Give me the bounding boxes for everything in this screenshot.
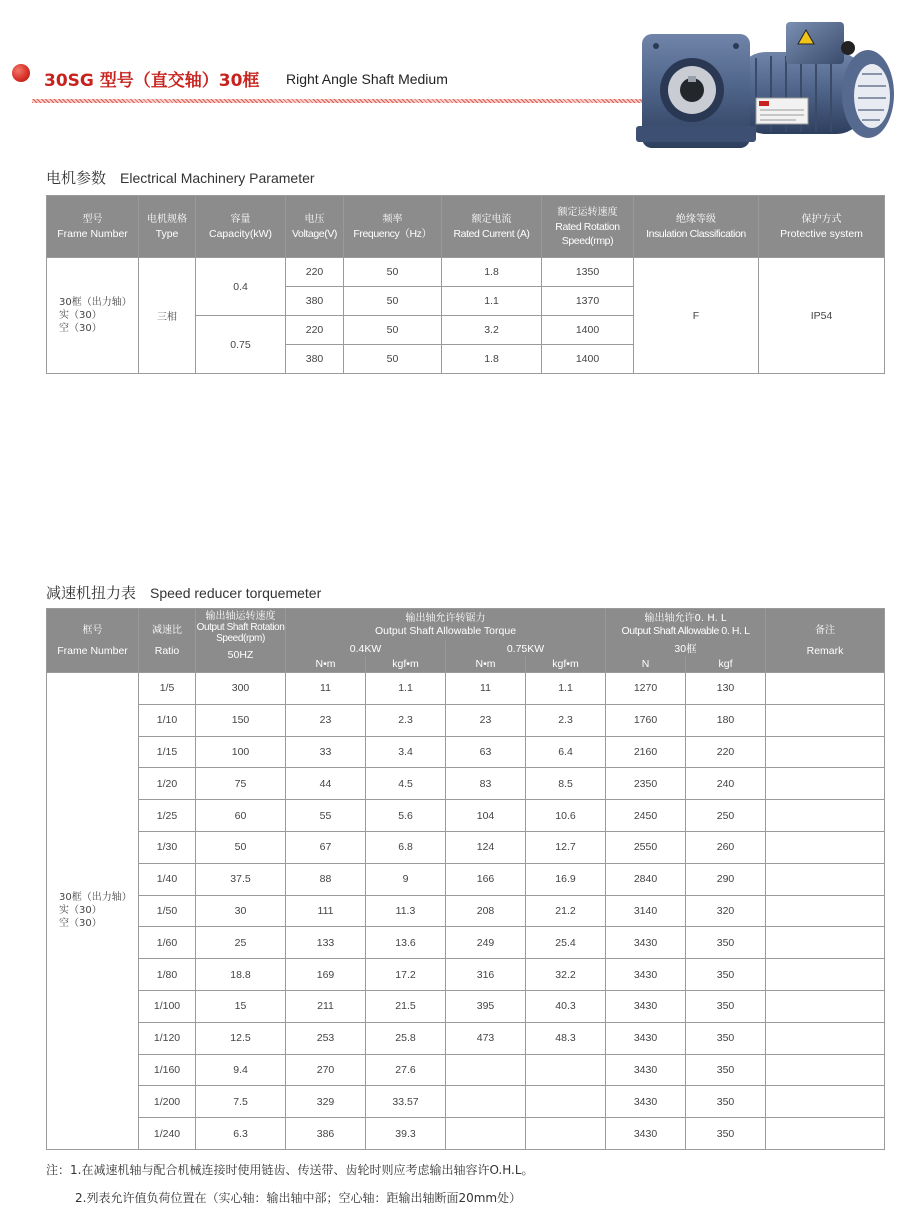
cell-ratio: 1/5	[139, 673, 196, 705]
cell-kgf: 220	[686, 736, 766, 768]
table-row: 0.75 220 50 3.2 1400	[47, 316, 885, 345]
cell-kgfm04: 6.8	[366, 831, 446, 863]
cell-kgfm075: 25.4	[526, 927, 606, 959]
col-ohl-frame: 30框	[606, 641, 766, 657]
table-row: 30框（出力轴） 实（30） 空（30） 三相 0.4 220 50 1.8 1350 F IP54	[47, 258, 885, 287]
cell-remark	[766, 831, 885, 863]
cell-kgfm075: 6.4	[526, 736, 606, 768]
cell-nm04: 44	[286, 768, 366, 800]
bullet-dot-icon	[12, 64, 30, 82]
cell-kgfm04: 11.3	[366, 895, 446, 927]
cell-remark	[766, 673, 885, 705]
cell-n: 3430	[606, 1118, 686, 1150]
cell-nm075: 316	[446, 959, 526, 991]
table-row	[47, 1054, 885, 1086]
cell-n: 3430	[606, 1086, 686, 1118]
cell-kgf: 350	[686, 1054, 766, 1086]
cell-speed: 150	[196, 704, 286, 736]
cell-kgf: 350	[686, 1118, 766, 1150]
cell-kgf: 290	[686, 863, 766, 895]
cell-nm075: 63	[446, 736, 526, 768]
cell-speed: 15	[196, 990, 286, 1022]
cell-kgfm04: 13.6	[366, 927, 446, 959]
torque-section-title	[46, 582, 321, 603]
cell-ratio: 1/25	[139, 800, 196, 832]
cell-speed: 75	[196, 768, 286, 800]
col-ratio: 减速比 Ratio	[139, 609, 196, 673]
col-voltage: 电压 Voltage(V)	[286, 196, 344, 258]
page-title-cn: 30SG 型号（直交轴）30框	[44, 71, 260, 91]
cell-kgfm04: 17.2	[366, 959, 446, 991]
cell-kgfm04: 9	[366, 863, 446, 895]
cell-kgfm075	[526, 1086, 606, 1118]
cell-kgfm075: 2.3	[526, 704, 606, 736]
gear-motor-icon	[636, 14, 896, 154]
cell-kgf: 350	[686, 990, 766, 1022]
table-row	[47, 1118, 885, 1150]
cell-nm075	[446, 1086, 526, 1118]
table-row	[47, 673, 885, 705]
header-divider	[32, 99, 644, 103]
cell-kgf: 350	[686, 1022, 766, 1054]
cell-n: 3430	[606, 1054, 686, 1086]
cell-n: 2160	[606, 736, 686, 768]
cell-ratio: 1/60	[139, 927, 196, 959]
cell-nm04: 133	[286, 927, 366, 959]
cell-kgfm075	[526, 1054, 606, 1086]
cell-nm075	[446, 1054, 526, 1086]
cell-n: 3430	[606, 1022, 686, 1054]
cell-kgf: 350	[686, 927, 766, 959]
col-rated-speed: 额定运转速度 Rated Rotation Speed(rmp)	[542, 196, 634, 258]
electrical-parameter-table	[46, 195, 885, 374]
cell-remark	[766, 768, 885, 800]
cell-kgfm04: 25.8	[366, 1022, 446, 1054]
cell-nm075	[446, 1118, 526, 1150]
cell-remark	[766, 1086, 885, 1118]
cell-nm04: 211	[286, 990, 366, 1022]
cell-kgfm04: 1.1	[366, 673, 446, 705]
cell-speed: 9.4	[196, 1054, 286, 1086]
protection-cell: IP54	[759, 258, 885, 374]
capacity-cell: 0.4	[196, 258, 286, 316]
cell-kgf: 260	[686, 831, 766, 863]
cell-remark	[766, 1118, 885, 1150]
cell-nm075: 208	[446, 895, 526, 927]
cell-kgfm075: 21.2	[526, 895, 606, 927]
table-row: 380 50 1.1 1370	[47, 287, 885, 316]
table-row	[47, 736, 885, 768]
cell-kgfm04: 33.57	[366, 1086, 446, 1118]
cell-nm04: 67	[286, 831, 366, 863]
col-protection: 保护方式 Protective system	[759, 196, 885, 258]
table-row	[47, 768, 885, 800]
insulation-cell: F	[634, 258, 759, 374]
cell-n: 2550	[606, 831, 686, 863]
cell-remark	[766, 736, 885, 768]
cell-nm075: 83	[446, 768, 526, 800]
cell-ratio: 1/50	[139, 895, 196, 927]
cell-kgfm04: 27.6	[366, 1054, 446, 1086]
page-header	[0, 0, 900, 150]
table-row	[47, 927, 885, 959]
cell-kgfm075: 10.6	[526, 800, 606, 832]
col-frame-number: 框号 Frame Number	[47, 609, 139, 673]
cell-nm075: 249	[446, 927, 526, 959]
col-type: 电机规格 Type	[139, 196, 196, 258]
cell-kgfm075: 16.9	[526, 863, 606, 895]
cell-n: 2350	[606, 768, 686, 800]
col-allowable-torque: 输出轴允许转锯力 Output Shaft Allowable Torque	[286, 609, 606, 641]
cell-nm075: 166	[446, 863, 526, 895]
cell-ratio: 1/200	[139, 1086, 196, 1118]
table-row	[47, 800, 885, 832]
cell-nm04: 55	[286, 800, 366, 832]
cell-kgfm04: 21.5	[366, 990, 446, 1022]
cell-remark	[766, 1022, 885, 1054]
cell-kgfm04: 3.4	[366, 736, 446, 768]
frame-cell: 30框（出力轴） 实（30） 空（30）	[47, 673, 139, 1150]
cell-nm075: 395	[446, 990, 526, 1022]
cell-speed: 7.5	[196, 1086, 286, 1118]
table-row	[47, 895, 885, 927]
cell-nm04: 270	[286, 1054, 366, 1086]
col-capacity: 容量 Capacity(kW)	[196, 196, 286, 258]
electrical-title-cn: 电机参数	[46, 169, 107, 187]
cell-remark	[766, 704, 885, 736]
cell-kgfm04: 2.3	[366, 704, 446, 736]
cell-kgfm04: 5.6	[366, 800, 446, 832]
cell-kgf: 180	[686, 704, 766, 736]
table-row: 380 50 1.8 1400	[47, 345, 885, 374]
table-row	[47, 959, 885, 991]
cell-speed: 37.5	[196, 863, 286, 895]
cell-n: 3430	[606, 990, 686, 1022]
cell-nm075: 23	[446, 704, 526, 736]
electrical-section-title	[46, 167, 315, 188]
table-row	[47, 1022, 885, 1054]
frame-cell: 30框（出力轴） 实（30） 空（30）	[47, 258, 139, 374]
cell-nm04: 386	[286, 1118, 366, 1150]
cell-kgfm04: 39.3	[366, 1118, 446, 1150]
note-1: 注：1.在减速机轴与配合机械连接时使用链齿、传送带、齿轮时则应考虑输出轴容许O.H.L。	[46, 1163, 534, 1177]
torque-title-en: Speed reducer torquemeter	[150, 585, 322, 601]
electrical-title-en: Electrical Machinery Parameter	[120, 170, 315, 186]
cell-kgf: 350	[686, 1086, 766, 1118]
cell-kgfm075: 8.5	[526, 768, 606, 800]
cell-speed: 300	[196, 673, 286, 705]
cell-nm075: 104	[446, 800, 526, 832]
cell-kgfm04: 4.5	[366, 768, 446, 800]
cell-kgfm075: 12.7	[526, 831, 606, 863]
torque-table: 框号 Frame Number 减速比 Ratio 输出轴运转速度 Output Shaft Rotation Speed(rpm) 50HZ 输出轴允许转锯力 Output Shaft Allowable Torque 输出轴允许0. H. L Output Shaft Allowable 0. H. L 备注 Remark 0.4KW 0.75KW 30框 N•m kgf•m N•m kgf•m N kgf 30框（出力轴） 实（30） 空（30） 1/5 300 11 1.1 11 1.1 1270 130 1/10 150 23 2.3 23 2.3 1760 180 1/15 100 33 3.4 63 6.4 2160 220 1/20 75 44 4.5 83 8.5 2350 240 1/25 60 55 5.6 104 10.6 2450 250 1/30 50 67 6.8 124 12.7 2550 260 1/40 37.5 88 9 166 16.9 2840 290 1/50 30 111 11.3 208 21.2 3140 320 1/60 25 133 13.6 249 25.4 3430 350 1/80 18.8 169 17.2 316 32.2 3430 350 1/100 15 211 21.5 395 40.3 3430 350 1/120 12.5 253 25.8 473 48.3 3430 350 1/160 9.4 270 27.6 3430 350 1/200 7.5 329 33.57 3430 350 1/240 6.3 386 39.3 3430 350	[46, 608, 885, 1150]
cell-nm04: 88	[286, 863, 366, 895]
cell-kgfm075	[526, 1118, 606, 1150]
cell-speed: 18.8	[196, 959, 286, 991]
cell-n: 1270	[606, 673, 686, 705]
cell-speed: 6.3	[196, 1118, 286, 1150]
col-rated-current: 额定电流 Rated Current (A)	[442, 196, 542, 258]
cell-kgfm075: 48.3	[526, 1022, 606, 1054]
col-insulation: 绝缘等级 Insulation Classification	[634, 196, 759, 258]
note-2: 2.列表允许值负荷位置在（实心轴：输出轴中部；空心轴：距输出轴断面20mm处）	[75, 1191, 522, 1205]
cell-ratio: 1/240	[139, 1118, 196, 1150]
cell-kgfm075: 32.2	[526, 959, 606, 991]
cell-kgf: 130	[686, 673, 766, 705]
table-row	[47, 1086, 885, 1118]
cell-kgf: 350	[686, 959, 766, 991]
cell-speed: 60	[196, 800, 286, 832]
cell-ratio: 1/80	[139, 959, 196, 991]
type-cell: 三相	[139, 258, 196, 374]
cell-ratio: 1/120	[139, 1022, 196, 1054]
cell-ratio: 1/160	[139, 1054, 196, 1086]
col-power-04kw: 0.4KW	[286, 641, 446, 657]
cell-ratio: 1/30	[139, 831, 196, 863]
cell-kgfm075: 1.1	[526, 673, 606, 705]
cell-remark	[766, 895, 885, 927]
cell-nm04: 111	[286, 895, 366, 927]
cell-nm04: 329	[286, 1086, 366, 1118]
cell-ratio: 1/20	[139, 768, 196, 800]
col-remark: 备注 Remark	[766, 609, 885, 673]
cell-ratio: 1/40	[139, 863, 196, 895]
cell-kgfm075: 40.3	[526, 990, 606, 1022]
table-row	[47, 831, 885, 863]
col-ohl: 输出轴允许0. H. L Output Shaft Allowable 0. H. L	[606, 609, 766, 641]
cell-remark	[766, 959, 885, 991]
cell-ratio: 1/10	[139, 704, 196, 736]
cell-n: 2840	[606, 863, 686, 895]
cell-remark	[766, 990, 885, 1022]
cell-speed: 100	[196, 736, 286, 768]
cell-n: 2450	[606, 800, 686, 832]
table-row	[47, 704, 885, 736]
cell-nm075: 473	[446, 1022, 526, 1054]
cell-speed: 30	[196, 895, 286, 927]
table-row	[47, 863, 885, 895]
cell-nm075: 124	[446, 831, 526, 863]
cell-nm04: 11	[286, 673, 366, 705]
cell-speed: 50	[196, 831, 286, 863]
cell-nm075: 11	[446, 673, 526, 705]
cell-n: 1760	[606, 704, 686, 736]
cell-nm04: 33	[286, 736, 366, 768]
cell-remark	[766, 1054, 885, 1086]
cell-nm04: 253	[286, 1022, 366, 1054]
cell-speed: 12.5	[196, 1022, 286, 1054]
cell-n: 3430	[606, 927, 686, 959]
cell-remark	[766, 863, 885, 895]
col-power-075kw: 0.75KW	[446, 641, 606, 657]
capacity-cell: 0.75	[196, 316, 286, 374]
cell-kgf: 320	[686, 895, 766, 927]
table-row	[47, 990, 885, 1022]
page-title-en: Right Angle Shaft Medium	[286, 71, 448, 87]
cell-remark	[766, 800, 885, 832]
col-frequency: 频率 Frequency（Hz）	[344, 196, 442, 258]
col-frame-number: 型号 Frame Number	[47, 196, 139, 258]
cell-nm04: 23	[286, 704, 366, 736]
cell-n: 3430	[606, 959, 686, 991]
cell-ratio: 1/15	[139, 736, 196, 768]
cell-kgf: 240	[686, 768, 766, 800]
cell-remark	[766, 927, 885, 959]
cell-nm04: 169	[286, 959, 366, 991]
cell-ratio: 1/100	[139, 990, 196, 1022]
torque-title-cn: 减速机扭力表	[46, 584, 137, 602]
col-output-speed: 输出轴运转速度 Output Shaft Rotation Speed(rpm) 50HZ	[196, 609, 286, 673]
cell-n: 3140	[606, 895, 686, 927]
cell-kgf: 250	[686, 800, 766, 832]
cell-speed: 25	[196, 927, 286, 959]
